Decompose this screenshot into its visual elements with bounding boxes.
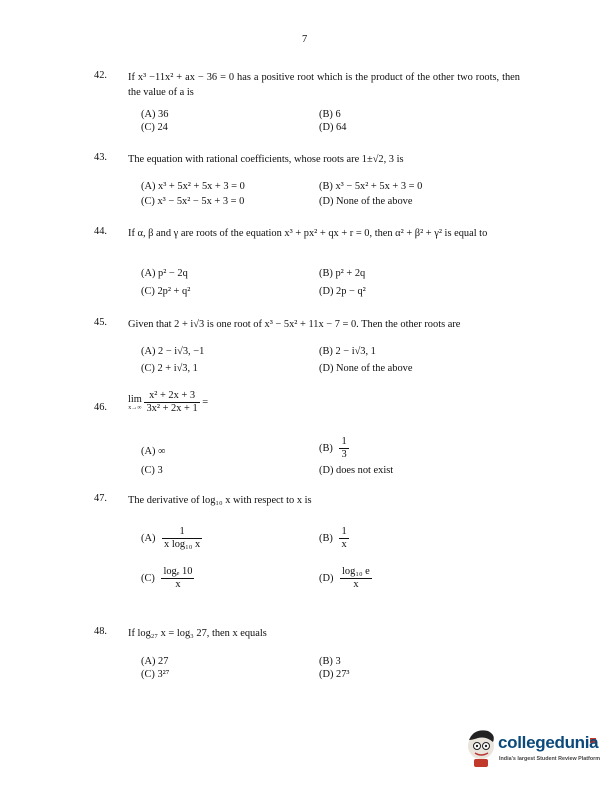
fraction-denominator: 3x² + 2x + 1 (146, 403, 198, 414)
option-d: (D) does not exist (319, 465, 394, 476)
option-fraction (161, 566, 194, 591)
logo-tagline: India's largest Student Review Platform (499, 756, 601, 762)
option-fraction (162, 526, 202, 551)
option-a (141, 526, 202, 551)
option-label: (B) (319, 533, 333, 544)
option-b: (B) p² + 2q (319, 268, 366, 279)
option-c: (C) 24 (141, 122, 168, 133)
option-b: (B) 6 (319, 109, 341, 120)
question-number: 43. (94, 152, 107, 163)
option-b (319, 526, 349, 551)
option-label: (D) (319, 573, 334, 584)
option-a: (A) 2 − i√3, −1 (141, 346, 205, 357)
question-text: If x³ −11x² + ax − 36 = 0 has a positive root which is the product of the other two roots, then the value of a is (128, 72, 520, 98)
question-number: 48. (94, 626, 107, 637)
limit-fraction (144, 390, 199, 415)
option-a: (A) 27 (141, 656, 169, 667)
limit-subscript: x→∞ (128, 404, 142, 411)
fraction-numerator: log₁₀ e (342, 566, 370, 577)
question-number: 47. (94, 493, 107, 504)
fraction-denominator: x (175, 579, 181, 590)
option-fraction (339, 436, 348, 461)
fraction-denominator: x log₁₀ x (164, 539, 201, 550)
option-c (141, 566, 194, 591)
fraction-numerator: x² + 2x + 3 (144, 390, 199, 403)
option-b: (B) x³ − 5x² + 5x + 3 = 0 (319, 181, 423, 192)
option-fraction (340, 566, 372, 591)
option-b (319, 436, 349, 461)
option-c: (C) 2 + i√3, 1 (141, 363, 198, 374)
option-a: (A) ∞ (141, 446, 166, 457)
option-d: (D) 2p − q² (319, 286, 366, 297)
option-d: (D) 27³ (319, 669, 350, 680)
option-a: (A) p² − 2q (141, 268, 188, 279)
option-a: (A) 36 (141, 109, 169, 120)
question-text: If α, β and γ are roots of the equation x³ + px² + qx + r = 0, then α² + β² + γ² is equal to (128, 228, 488, 239)
question-text: The equation with rational coefficients, whose roots are 1±√2, 3 is (128, 154, 404, 165)
option-b: (B) 2 − i√3, 1 (319, 346, 376, 357)
option-c: (C) 3 (141, 465, 163, 476)
page-number: 7 (302, 34, 308, 45)
option-label: (B) (319, 443, 333, 454)
option-label: (A) (141, 533, 156, 544)
limit-word: lim (128, 393, 142, 405)
fraction-numerator: 1 (341, 436, 347, 447)
option-c: (C) x³ − 5x² − 5x + 3 = 0 (141, 196, 245, 207)
question-number: 45. (94, 317, 107, 328)
option-a: (A) x³ + 5x² + 5x + 3 = 0 (141, 181, 245, 192)
fraction-denominator: x (353, 579, 359, 590)
question-number: 44. (94, 226, 107, 237)
option-c: (C) 3²⁷ (141, 669, 170, 680)
question-number: 46. (94, 402, 107, 413)
option-d: (D) 64 (319, 122, 347, 133)
fraction-numerator: 1 (341, 526, 347, 537)
fraction-denominator: x (341, 539, 347, 550)
logo-wordmark: collegedunia (498, 733, 599, 752)
option-b: (B) 3 (319, 656, 341, 667)
limit-expression (128, 390, 208, 415)
option-d: (D) None of the above (319, 196, 413, 207)
option-fraction (339, 526, 348, 551)
fraction-numerator: 1 (162, 526, 202, 539)
question-number: 42. (94, 70, 107, 81)
question-text: If log₂₇ x = log₃ 27, then x equals (128, 628, 267, 639)
fraction-numerator: logₑ 10 (163, 566, 193, 577)
question-text: The derivative of log₁₀ x with respect to x is (128, 495, 312, 506)
question-text: Given that 2 + i√3 is one root of x³ − 5x² + 11x − 7 = 0. Then the other roots are (128, 319, 461, 330)
option-d: (D) None of the above (319, 363, 413, 374)
equals-sign: = (202, 397, 209, 408)
option-label: (C) (141, 573, 155, 584)
option-d (319, 566, 372, 591)
option-c: (C) 2p² + q² (141, 286, 191, 297)
fraction-denominator: 3 (341, 449, 347, 460)
